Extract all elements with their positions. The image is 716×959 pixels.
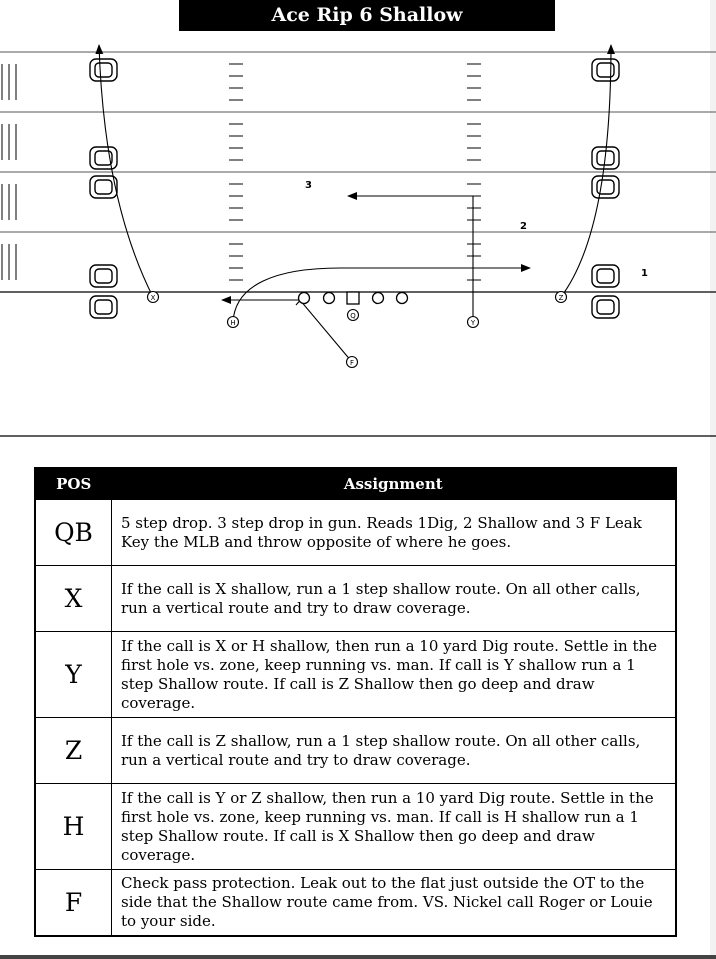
svg-text:X: X xyxy=(150,294,156,302)
svg-text:F: F xyxy=(349,359,355,367)
row-pos: Y xyxy=(35,632,112,718)
route-f-leak xyxy=(222,300,352,362)
offensive-line xyxy=(299,292,408,304)
player-h xyxy=(228,317,239,328)
row-pos: F xyxy=(35,870,112,936)
route-z-vertical xyxy=(561,45,611,297)
page-bottom-border xyxy=(0,955,716,959)
player-q xyxy=(348,310,359,321)
svg-text:Y: Y xyxy=(470,319,476,327)
table-row xyxy=(35,784,676,870)
row-assignment: If the call is X shallow, run a 1 step shallow route. On all other calls, run a vertical route and try to draw coverage. xyxy=(112,566,677,632)
table-row xyxy=(35,500,676,566)
row-pos: X xyxy=(35,566,112,632)
defender-icon xyxy=(592,296,619,318)
read-number-1: 1 xyxy=(641,268,648,279)
defender-icon xyxy=(592,176,619,198)
row-assignment: Check pass protection. Leak out to the flat just outside the OT to the side that the Shallow route came from. VS. Nickel call Roger or Louie to your side. xyxy=(112,870,677,936)
player-y xyxy=(468,317,479,328)
row-pos: QB xyxy=(35,500,112,566)
defender-icon xyxy=(90,265,117,287)
svg-text:Z: Z xyxy=(558,294,564,302)
player-f xyxy=(347,357,358,368)
play-title: Ace Rip 6 Shallow xyxy=(179,0,555,31)
player-x xyxy=(148,292,159,303)
read-number-3: 3 xyxy=(305,180,312,191)
svg-text:Q: Q xyxy=(350,312,356,320)
yard-lines xyxy=(0,52,716,436)
svg-text:H: H xyxy=(230,319,236,327)
defender-icon xyxy=(90,296,117,318)
play-diagram xyxy=(0,0,716,440)
row-assignment: If the call is X or H shallow, then run a 10 yard Dig route. Settle in the first hole vs. zone, keep running vs. man. If call is Y shallow run a 1 step Shallow route. If call is Z Shallow then go deep and draw coverage. xyxy=(112,632,677,718)
defenders xyxy=(90,59,619,318)
assignment-table xyxy=(34,467,677,937)
row-assignment: 5 step drop. 3 step drop in gun. Reads 1Dig, 2 Shallow and 3 F Leak Key the MLB and throw opposite of where he goes. xyxy=(112,500,677,566)
read-number-2: 2 xyxy=(520,221,527,232)
defender-icon xyxy=(592,59,619,81)
defender-icon xyxy=(90,59,117,81)
table-header xyxy=(35,468,676,500)
defender-icon xyxy=(592,265,619,287)
defender-icon xyxy=(90,176,117,198)
player-z xyxy=(556,292,567,303)
lineman-icon xyxy=(299,293,310,304)
lineman-icon xyxy=(373,293,384,304)
route-x-vertical xyxy=(99,45,153,297)
table-row xyxy=(35,870,676,936)
center-icon xyxy=(347,292,359,304)
row-pos: H xyxy=(35,784,112,870)
table-row xyxy=(35,566,676,632)
route-y-dig xyxy=(348,196,473,322)
row-assignment: If the call is Z shallow, run a 1 step shallow route. On all other calls, run a vertical route and try to draw coverage. xyxy=(112,718,677,784)
table-row xyxy=(35,718,676,784)
header-assignment: Assignment xyxy=(112,468,677,500)
lineman-icon xyxy=(397,293,408,304)
table-row xyxy=(35,632,676,718)
defender-icon xyxy=(90,147,117,169)
row-pos: Z xyxy=(35,718,112,784)
header-pos: POS xyxy=(35,468,112,500)
row-assignment: If the call is Y or Z shallow, then run a 10 yard Dig route. Settle in the first hole vs. zone, keep running vs. man. If call is H shallow run a 1 step Shallow route. If call is X Shallow then go deep and draw coverage. xyxy=(112,784,677,870)
lineman-icon xyxy=(324,293,335,304)
